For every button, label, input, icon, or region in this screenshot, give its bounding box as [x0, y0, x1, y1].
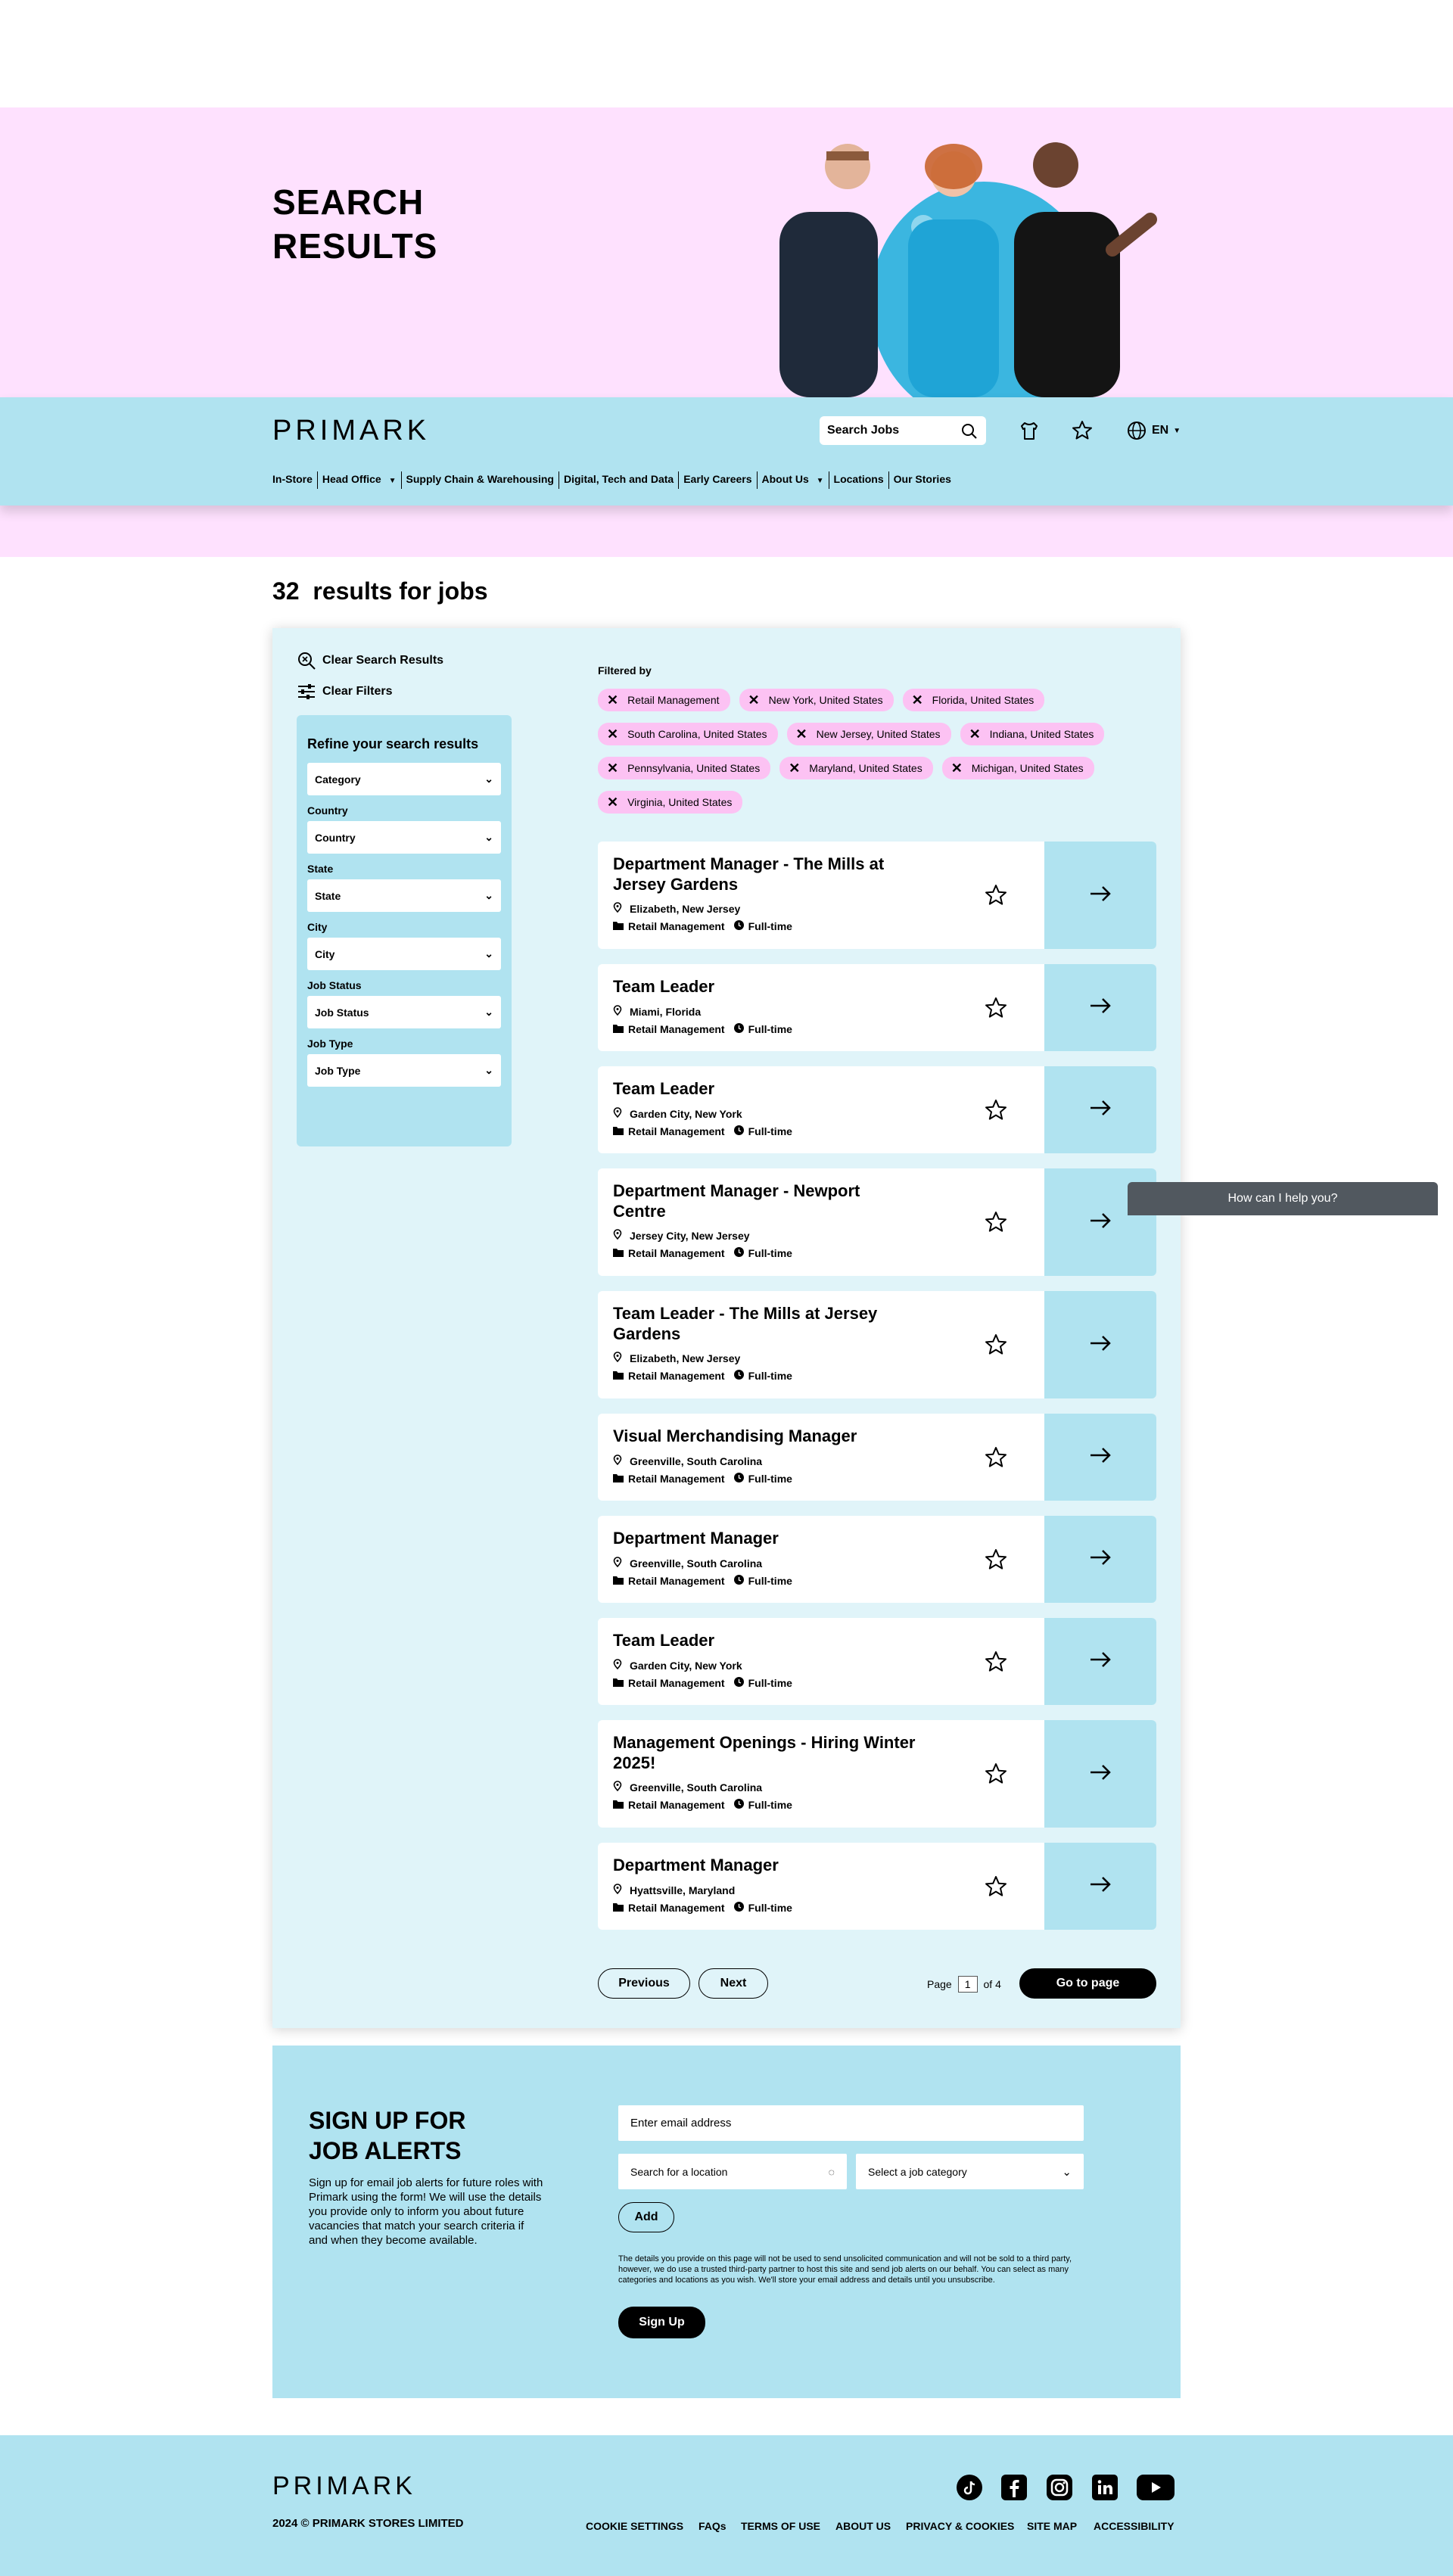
filter-chip[interactable]	[779, 757, 933, 779]
location-search-input[interactable]	[618, 2154, 847, 2189]
location-pin-icon	[613, 1557, 622, 1570]
folder-icon	[613, 1247, 624, 1259]
job-location	[613, 1557, 762, 1570]
location-pin-icon	[613, 1107, 622, 1120]
view-job-button[interactable]	[1044, 1291, 1156, 1398]
remove-filter-icon[interactable]: ✕	[795, 726, 807, 742]
filter-chip-label: New Jersey, United States	[816, 728, 941, 740]
view-job-button[interactable]	[1044, 842, 1156, 949]
job-details	[613, 1125, 792, 1137]
filter-chip[interactable]	[598, 757, 770, 779]
page-title-line-1: SEARCH	[272, 182, 425, 222]
filter-chip-label: Retail Management	[627, 694, 720, 706]
job-location	[613, 902, 740, 915]
country-select-value: Country	[315, 831, 356, 844]
job-location-text: Hyattsville, Maryland	[630, 1884, 736, 1896]
country-select[interactable]	[307, 821, 501, 854]
filter-chip[interactable]	[598, 689, 730, 711]
chevron-down-icon: ⌄	[484, 947, 493, 960]
job-location	[613, 1884, 735, 1896]
menu-item-supply-chain[interactable]: Supply Chain & Warehousing	[401, 471, 559, 489]
job-title[interactable]: Department Manager	[613, 1529, 779, 1548]
state-select[interactable]	[307, 879, 501, 912]
view-job-button[interactable]	[1044, 1516, 1156, 1603]
location-pin-icon	[613, 1781, 622, 1794]
chat-widget-button[interactable]: How can I help you?	[1128, 1182, 1438, 1215]
clear-search-results-label: Clear Search Results	[322, 654, 444, 667]
folder-icon	[613, 1677, 624, 1689]
job-alerts-description: Sign up for email job alerts for future roles with Primark using the form! We will use the details you provide only to inform you about future vacancies that match your search criteria if and when they become available.	[309, 2176, 543, 2247]
filter-chip[interactable]	[598, 723, 778, 745]
job-type-text: Full-time	[748, 1473, 792, 1485]
job-category-text: Retail Management	[628, 1799, 725, 1811]
tiktok-icon[interactable]	[957, 2475, 982, 2500]
results-label: results for jobs	[313, 577, 488, 605]
filter-chip-label: Virginia, United States	[627, 796, 733, 808]
category-select-value: Category	[315, 773, 361, 786]
job-alerts-title-line-2: JOB ALERTS	[309, 2137, 462, 2164]
footer-link-privacy[interactable]: PRIVACY & COOKIES	[906, 2520, 1015, 2532]
clock-icon	[734, 1247, 744, 1259]
location-pin-icon	[613, 1884, 622, 1896]
job-details	[613, 1023, 792, 1035]
job-location	[613, 1352, 740, 1364]
language-label: EN	[1152, 424, 1169, 437]
job-location-text: Jersey City, New Jersey	[630, 1229, 750, 1242]
location-pin-icon	[613, 1005, 622, 1018]
footer-link-about-us[interactable]: ABOUT US	[835, 2520, 891, 2532]
job-location-text: Garden City, New York	[630, 1659, 742, 1672]
chevron-down-icon: ⌄	[484, 1006, 493, 1018]
job-title[interactable]: Visual Merchandising Manager	[613, 1426, 857, 1445]
clock-icon	[734, 1473, 744, 1485]
remove-filter-icon[interactable]: ✕	[911, 692, 923, 708]
menu-item-early-careers[interactable]: Early Careers	[678, 471, 756, 489]
menu-item-locations[interactable]: Locations	[829, 471, 888, 489]
arrow-right-icon	[1088, 1548, 1112, 1570]
page-number-input[interactable]: 1	[958, 1976, 978, 1993]
site-header	[0, 397, 1453, 506]
arrow-right-icon	[1088, 1212, 1112, 1234]
country-label: Country	[307, 804, 348, 817]
job-card[interactable]	[598, 1618, 1156, 1705]
filter-chip[interactable]	[942, 757, 1094, 779]
job-location	[613, 1107, 742, 1120]
view-job-button[interactable]	[1044, 1843, 1156, 1930]
filter-chip-label: Maryland, United States	[809, 762, 923, 774]
view-job-button[interactable]	[1044, 964, 1156, 1051]
folder-icon	[613, 1023, 624, 1035]
job-card[interactable]	[598, 1168, 1156, 1276]
filter-chip-label: Michigan, United States	[971, 762, 1084, 774]
chevron-down-icon: ▼	[388, 477, 397, 485]
job-location	[613, 1005, 701, 1018]
results-heading	[272, 577, 488, 605]
menu-item-our-stories[interactable]: Our Stories	[888, 471, 956, 489]
job-alerts-title	[309, 2105, 465, 2166]
page-title	[272, 180, 437, 268]
job-type-text: Full-time	[748, 1575, 792, 1587]
remove-filter-icon[interactable]: ✕	[607, 692, 619, 708]
menu-item-head-office-label: Head Office	[322, 473, 381, 485]
chevron-down-icon: ⌄	[484, 831, 493, 843]
folder-icon	[613, 1575, 624, 1587]
site-footer	[0, 2435, 1453, 2576]
job-category-text: Retail Management	[628, 920, 725, 932]
filter-chip[interactable]	[960, 723, 1105, 745]
job-details	[613, 1677, 792, 1689]
save-job-star-icon[interactable]	[984, 1210, 1008, 1238]
job-location-text: Garden City, New York	[630, 1107, 742, 1120]
job-details	[613, 1902, 792, 1914]
location-placeholder: Search for a location	[630, 2165, 728, 2178]
menu-item-about-us-label: About Us	[761, 473, 809, 485]
primark-logo[interactable]: PRIMARK	[272, 415, 431, 446]
job-type-select-value: Job Type	[315, 1064, 361, 1077]
clock-icon	[734, 1023, 744, 1035]
job-title[interactable]: Team Leader	[613, 1631, 715, 1650]
location-pin-icon	[613, 1229, 622, 1242]
folder-icon	[613, 1125, 624, 1137]
filter-chip-label: New York, United States	[768, 694, 883, 706]
menu-item-about-us[interactable]	[757, 471, 829, 489]
job-type-text: Full-time	[748, 1902, 792, 1914]
folder-icon	[613, 1799, 624, 1811]
location-target-icon: ◌	[828, 2165, 835, 2178]
folder-icon	[613, 920, 624, 932]
menu-item-in-store[interactable]: In-Store	[272, 473, 313, 485]
add-alert-button[interactable]: Add	[618, 2202, 674, 2232]
page-label: Page	[927, 1978, 952, 1990]
job-card[interactable]	[598, 964, 1156, 1051]
save-job-star-icon[interactable]	[984, 1333, 1008, 1361]
go-to-page-button[interactable]: Go to page	[1019, 1968, 1156, 1999]
filter-chip-label: Indiana, United States	[989, 728, 1094, 740]
filter-chip[interactable]	[903, 689, 1045, 711]
arrow-right-icon	[1088, 997, 1112, 1019]
remove-filter-icon[interactable]: ✕	[607, 794, 619, 810]
location-pin-icon	[613, 1454, 622, 1467]
view-job-button[interactable]	[1044, 1066, 1156, 1153]
location-pin-icon	[613, 902, 622, 915]
job-category-placeholder: Select a job category	[868, 2165, 967, 2178]
city-select-value: City	[315, 947, 335, 960]
arrow-right-icon	[1088, 1334, 1112, 1356]
favorites-star-icon[interactable]	[1070, 418, 1094, 443]
remove-filter-icon[interactable]: ✕	[951, 760, 963, 776]
job-status-select[interactable]	[307, 996, 501, 1028]
job-title[interactable]: Team Leader - The Mills at Jersey Gardens	[613, 1304, 878, 1343]
job-location	[613, 1454, 762, 1467]
job-title[interactable]: Department Manager	[613, 1856, 779, 1874]
job-card[interactable]	[598, 1066, 1156, 1153]
sign-up-button[interactable]: Sign Up	[618, 2307, 705, 2338]
job-type-text: Full-time	[748, 1677, 792, 1689]
next-page-button[interactable]: Next	[698, 1968, 768, 1999]
youtube-icon[interactable]	[1137, 2475, 1175, 2500]
page-total: of 4	[983, 1978, 1001, 1990]
filter-chip-label: Pennsylvania, United States	[627, 762, 761, 774]
state-label: State	[307, 863, 334, 875]
job-type-text: Full-time	[748, 1247, 792, 1259]
job-type-text: Full-time	[748, 920, 792, 932]
job-location	[613, 1781, 762, 1794]
save-job-star-icon[interactable]	[984, 883, 1008, 911]
arrow-right-icon	[1088, 1875, 1112, 1897]
job-location-text: Greenville, South Carolina	[630, 1781, 763, 1794]
arrow-right-icon	[1088, 1650, 1112, 1672]
footer-link-faqs[interactable]: FAQs	[698, 2520, 726, 2532]
results-count: 32	[272, 577, 300, 605]
job-location-text: Greenville, South Carolina	[630, 1557, 763, 1570]
refine-title: Refine your search results	[307, 736, 479, 751]
job-category-text: Retail Management	[628, 1473, 725, 1485]
search-icon[interactable]	[960, 422, 979, 440]
sliders-icon	[297, 682, 316, 702]
save-job-star-icon[interactable]	[984, 1098, 1008, 1126]
filter-chip-label: South Carolina, United States	[627, 728, 767, 740]
shirt-icon[interactable]	[1017, 418, 1041, 443]
arrow-right-icon	[1088, 885, 1112, 907]
job-category-text: Retail Management	[628, 1575, 725, 1587]
city-select[interactable]	[307, 938, 501, 970]
instagram-icon[interactable]	[1047, 2475, 1072, 2500]
job-title[interactable]: Management Openings - Hiring Winter 2025!	[613, 1733, 916, 1772]
job-alerts-title-line-1: SIGN UP FOR	[309, 2107, 466, 2134]
menu-item-digital-tech[interactable]: Digital, Tech and Data	[558, 471, 678, 489]
search-jobs-placeholder: Search Jobs	[827, 424, 900, 437]
filter-chip[interactable]	[598, 791, 742, 814]
job-alerts-disclaimer: The details you provide on this page will not be used to send unsolicited communication and will not be sold to a third party, however, we do use a trusted third-party partner to host this site and send job alerts on our behalf. You can select as many categories and locations as you wish. We'll store your email address and details until you unsubscribe.	[618, 2254, 1072, 2285]
clear-filters-label: Clear Filters	[322, 685, 393, 698]
globe-icon	[1126, 420, 1147, 441]
chevron-down-icon: ⌄	[484, 1064, 493, 1076]
location-pin-icon	[613, 1659, 622, 1672]
job-category-text: Retail Management	[628, 1247, 725, 1259]
clock-icon	[734, 1677, 744, 1689]
remove-filter-icon[interactable]: ✕	[969, 726, 981, 742]
job-status-label: Job Status	[307, 979, 362, 991]
job-location	[613, 1229, 750, 1242]
job-category-text: Retail Management	[628, 1677, 725, 1689]
job-location	[613, 1659, 742, 1672]
view-job-button[interactable]	[1044, 1618, 1156, 1705]
save-job-star-icon[interactable]	[984, 1548, 1008, 1576]
footer-link-site-map[interactable]: SITE MAP	[1027, 2520, 1078, 2532]
linkedin-icon[interactable]	[1092, 2475, 1118, 2500]
filter-chips	[598, 689, 1158, 814]
copyright: 2024 © PRIMARK STORES LIMITED	[272, 2517, 464, 2530]
view-job-button[interactable]	[1044, 1720, 1156, 1828]
job-card[interactable]	[598, 1720, 1156, 1828]
save-job-star-icon[interactable]	[984, 1874, 1008, 1902]
filter-chip[interactable]	[739, 689, 894, 711]
remove-filter-icon[interactable]: ✕	[607, 760, 619, 776]
city-label: City	[307, 921, 328, 933]
job-title[interactable]: Department Manager - The Mills at Jersey Gardens	[613, 854, 885, 894]
job-card[interactable]	[598, 842, 1156, 949]
clock-icon	[734, 1799, 744, 1811]
job-type-text: Full-time	[748, 1023, 792, 1035]
job-type-text: Full-time	[748, 1370, 792, 1382]
clock-icon	[734, 1370, 744, 1382]
page-indicator	[927, 1976, 1001, 1993]
clock-icon	[734, 920, 744, 932]
job-category-select[interactable]	[856, 2154, 1084, 2189]
footer-link-cookie-settings[interactable]: COOKIE SETTINGS	[586, 2520, 684, 2532]
chevron-down-icon: ⌄	[1062, 2165, 1072, 2179]
category-select[interactable]	[307, 763, 501, 795]
arrow-right-icon	[1088, 1763, 1112, 1785]
job-type-select[interactable]	[307, 1054, 501, 1087]
page-title-line-2: RESULTS	[272, 226, 438, 266]
clock-icon	[734, 1902, 744, 1914]
job-location-text: Greenville, South Carolina	[630, 1454, 763, 1467]
filtered-by-label: Filtered by	[598, 664, 652, 677]
arrow-right-icon	[1088, 1099, 1112, 1121]
location-pin-icon	[613, 1352, 622, 1364]
save-job-star-icon[interactable]	[984, 1762, 1008, 1790]
footer-link-accessibility[interactable]: ACCESSIBILITY	[1094, 2520, 1175, 2532]
email-field[interactable]	[618, 2105, 1084, 2141]
filter-chip-label: Florida, United States	[932, 694, 1035, 706]
language-selector[interactable]	[1126, 418, 1181, 443]
remove-filter-icon[interactable]: ✕	[789, 760, 801, 776]
job-category-text: Retail Management	[628, 1125, 725, 1137]
job-details	[613, 1575, 792, 1587]
clock-icon	[734, 1575, 744, 1587]
job-type-text: Full-time	[748, 1799, 792, 1811]
job-card[interactable]	[598, 1516, 1156, 1603]
job-location-text: Miami, Florida	[630, 1005, 702, 1018]
footer-logo[interactable]: PRIMARK	[272, 2472, 416, 2500]
folder-icon	[613, 1473, 624, 1485]
hero-people-image	[757, 136, 1181, 397]
chevron-down-icon: ⌄	[484, 773, 493, 785]
search-clear-icon	[297, 651, 316, 670]
chevron-down-icon: ▼	[816, 477, 824, 485]
job-status-select-value: Job Status	[315, 1006, 369, 1019]
chevron-down-icon: ⌄	[484, 889, 493, 901]
job-location-text: Elizabeth, New Jersey	[630, 902, 741, 915]
job-details	[613, 1370, 792, 1382]
clear-search-results-button[interactable]	[297, 651, 443, 670]
previous-page-button[interactable]: Previous	[598, 1968, 690, 1999]
job-title[interactable]: Team Leader	[613, 977, 715, 996]
main-menu	[272, 471, 956, 489]
search-jobs-input[interactable]	[820, 416, 986, 445]
job-title[interactable]: Department Manager - Newport Centre	[613, 1181, 860, 1221]
job-type-label: Job Type	[307, 1038, 353, 1050]
view-job-button[interactable]	[1044, 1414, 1156, 1501]
menu-item-head-office[interactable]	[317, 471, 401, 489]
facebook-icon[interactable]	[1001, 2475, 1027, 2500]
state-select-value: State	[315, 889, 341, 902]
save-job-star-icon[interactable]	[984, 1445, 1008, 1473]
job-card[interactable]	[598, 1291, 1156, 1398]
remove-filter-icon[interactable]: ✕	[607, 726, 619, 742]
job-card[interactable]	[598, 1414, 1156, 1501]
job-type-text: Full-time	[748, 1125, 792, 1137]
job-card[interactable]	[598, 1843, 1156, 1930]
chevron-down-icon: ▼	[1173, 426, 1181, 435]
job-details	[613, 920, 792, 932]
arrow-right-icon	[1088, 1446, 1112, 1468]
refine-search-panel	[297, 715, 512, 1146]
job-location-text: Elizabeth, New Jersey	[630, 1352, 741, 1364]
job-category-text: Retail Management	[628, 1370, 725, 1382]
job-details	[613, 1247, 792, 1259]
remove-filter-icon[interactable]: ✕	[748, 692, 760, 708]
footer-link-terms[interactable]: TERMS OF USE	[741, 2520, 821, 2532]
clear-filters-button[interactable]	[297, 682, 392, 702]
folder-icon	[613, 1370, 624, 1382]
job-category-text: Retail Management	[628, 1902, 725, 1914]
email-placeholder: Enter email address	[630, 2117, 732, 2130]
filter-chip[interactable]	[787, 723, 951, 745]
job-details	[613, 1473, 792, 1485]
folder-icon	[613, 1902, 624, 1914]
job-title[interactable]: Team Leader	[613, 1079, 715, 1098]
save-job-star-icon[interactable]	[984, 1650, 1008, 1678]
job-details	[613, 1799, 792, 1811]
job-category-text: Retail Management	[628, 1023, 725, 1035]
clock-icon	[734, 1125, 744, 1137]
save-job-star-icon[interactable]	[984, 996, 1008, 1024]
